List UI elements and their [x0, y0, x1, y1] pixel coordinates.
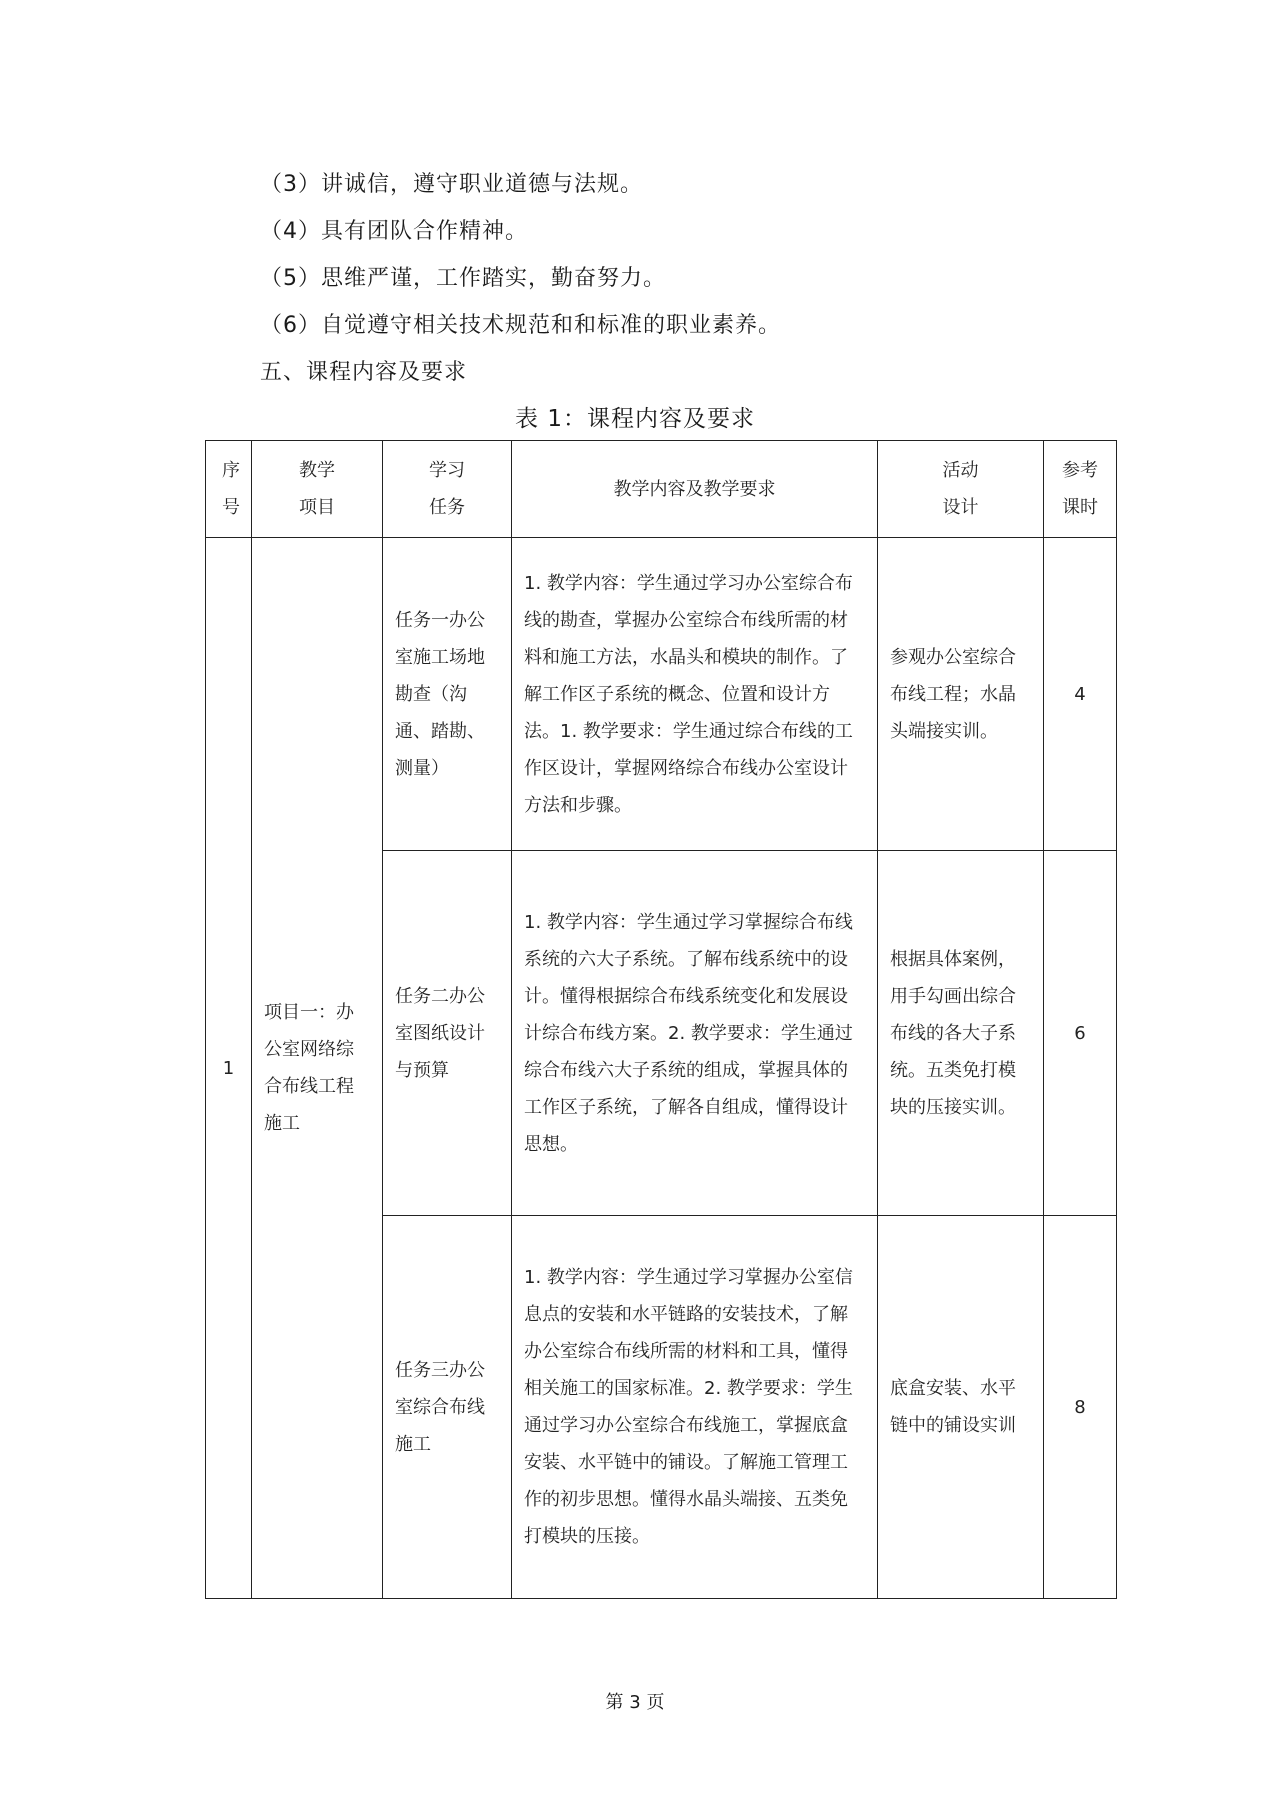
- seq-cell: 1: [206, 538, 252, 1599]
- activity-cell: 参观办公室综合布线工程；水晶头端接实训。: [878, 538, 1044, 851]
- activity-cell: 底盒安装、水平链中的铺设实训: [878, 1216, 1044, 1599]
- section-heading: 五、课程内容及要求: [260, 360, 468, 385]
- content-cell: 1. 教学内容：学生通过学习掌握综合布线系统的六大子系统。了解布线系统中的设计。懂得根据综合布线系统变化和发展设计综合布线方案。2. 教学要求：学生通过综合布线六大子系统的组成，掌握具体的工作区子系统，了解各自组成，懂得设计思想。: [512, 851, 878, 1216]
- header-seq: 序号: [206, 441, 252, 538]
- table-caption: 表 1：课程内容及要求: [515, 406, 755, 432]
- paragraph-4: （4）具有团队合作精神。: [260, 219, 528, 244]
- content-cell: 1. 教学内容：学生通过学习掌握办公室信息点的安装和水平链路的安装技术，了解办公室综合布线所需的材料和工具，懂得相关施工的国家标准。2. 教学要求：学生通过学习办公室综合布线施工，掌握底盒安装、水平链中的铺设。了解施工管理工作的初步思想。懂得水晶头端接、五类免打模块的压接。: [512, 1216, 878, 1599]
- content-cell: 1. 教学内容：学生通过学习办公室综合布线的勘查，掌握办公室综合布线所需的材料和施工方法，水晶头和模块的制作。了解工作区子系统的概念、位置和设计方法。1. 教学要求：学生通过综合布线的工作区设计，掌握网络综合布线办公室设计方法和步骤。: [512, 538, 878, 851]
- page-number: 第 3 页: [605, 1692, 665, 1713]
- task-cell: 任务一办公室施工场地勘查（沟通、踏勘、测量）: [383, 538, 512, 851]
- task-cell: 任务三办公室综合布线施工: [383, 1216, 512, 1599]
- table-header-row: [206, 441, 1117, 538]
- paragraph-6: （6）自觉遵守相关技术规范和和标准的职业素养。: [260, 313, 781, 338]
- header-hours: 参考课时: [1044, 441, 1117, 538]
- activity-cell: 根据具体案例，用手勾画出综合布线的各大子系统。五类免打模块的压接实训。: [878, 851, 1044, 1216]
- task-cell: 任务二办公室图纸设计与预算: [383, 851, 512, 1216]
- hours-cell: 6: [1044, 851, 1117, 1216]
- paragraph-3: （3）讲诚信，遵守职业道德与法规。: [260, 172, 643, 197]
- header-activity: 活动设计: [878, 441, 1044, 538]
- header-content: 教学内容及教学要求: [512, 441, 878, 538]
- course-content-table: [205, 440, 1117, 1599]
- paragraph-5: （5）思维严谨，工作踏实，勤奋努力。: [260, 266, 666, 291]
- hours-cell: 4: [1044, 538, 1117, 851]
- table-row: [206, 538, 1117, 851]
- project-cell: 项目一：办公室网络综合布线工程施工: [252, 538, 383, 1599]
- hours-cell: 8: [1044, 1216, 1117, 1599]
- header-task: 学习任务: [383, 441, 512, 538]
- header-project: 教学项目: [252, 441, 383, 538]
